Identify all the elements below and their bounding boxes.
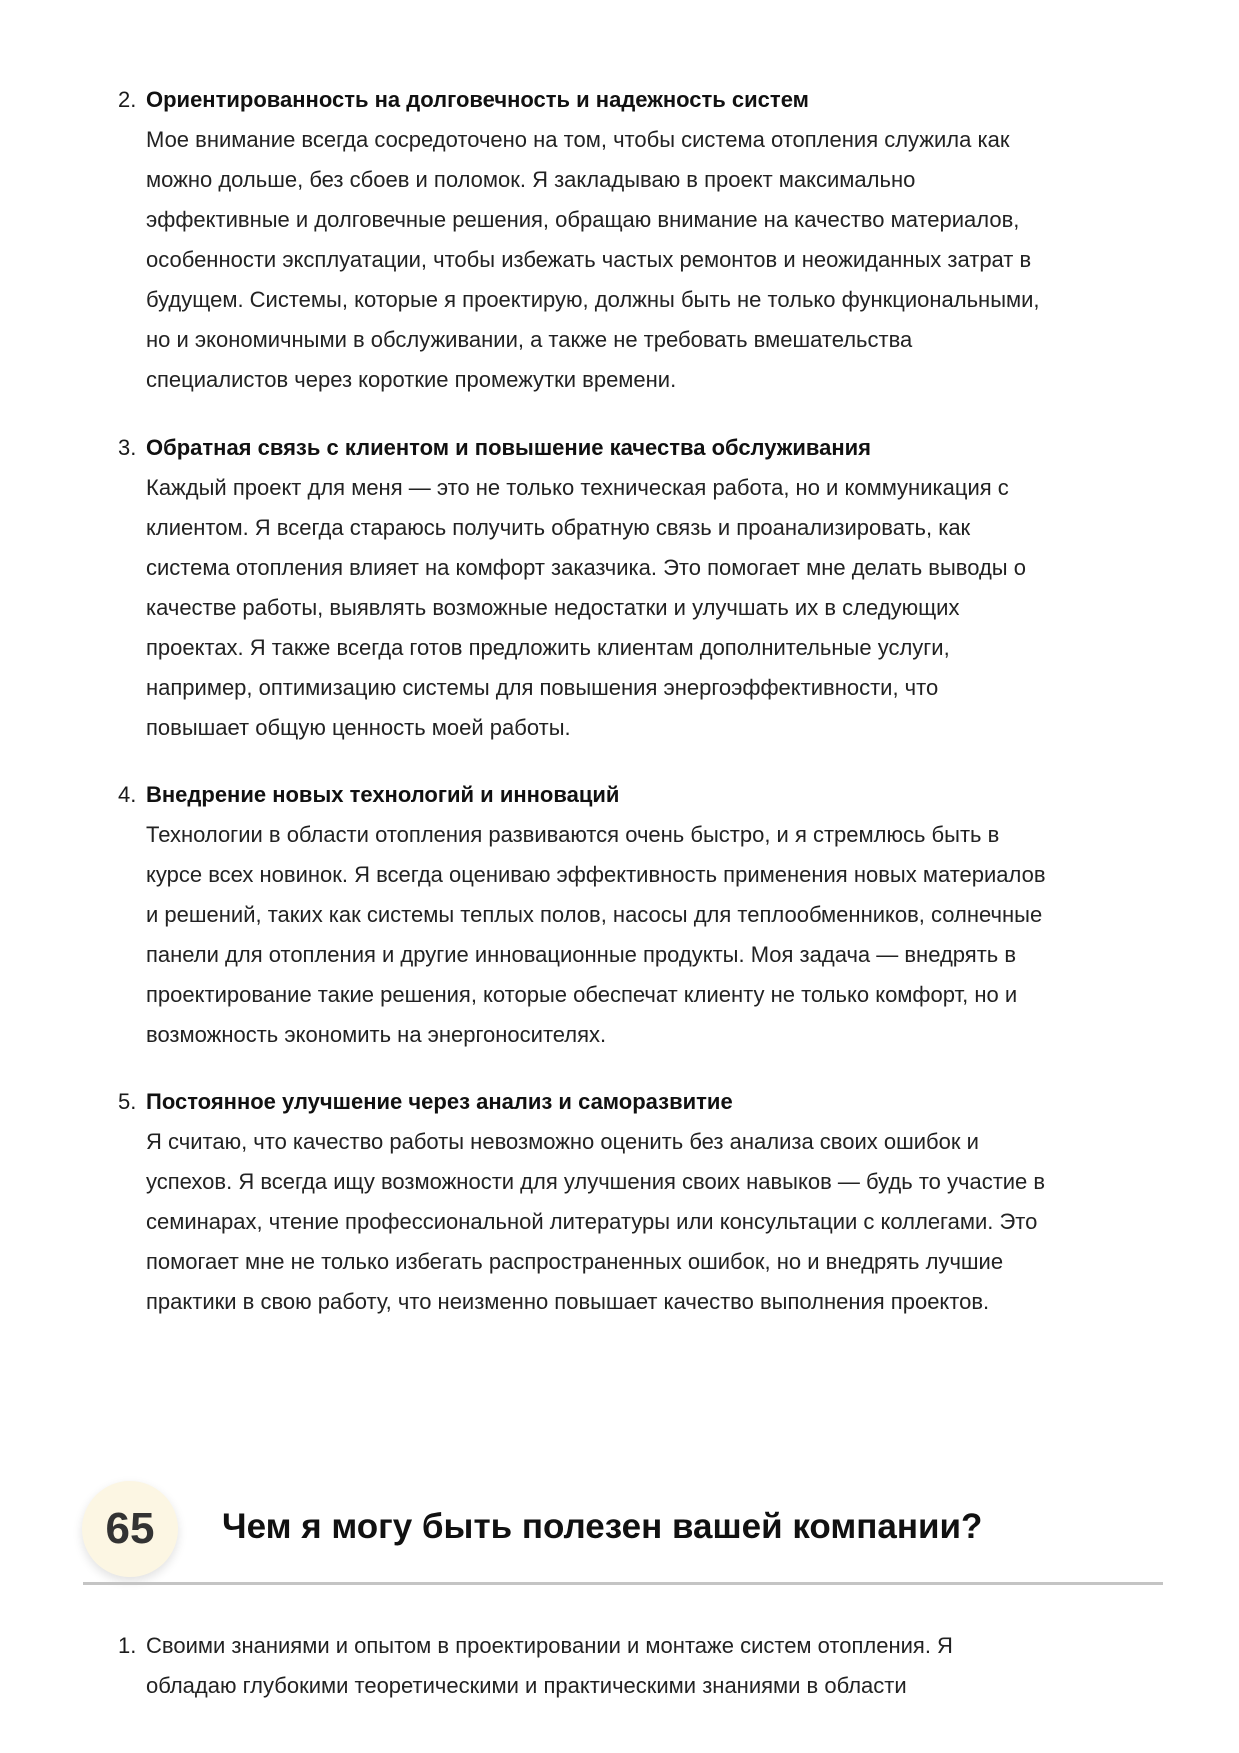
item-text-line: успехов. Я всегда ищу возможности для улучшения своих навыков — будь то участие в <box>146 1169 1046 1194</box>
item-text-line: семинарах, чтение профессиональной литературы или консультации с коллегами. Это <box>146 1209 1038 1234</box>
item-text-line: специалистов через короткие промежутки времени. <box>146 367 677 392</box>
list-item <box>118 428 1178 748</box>
section-divider <box>83 1582 1163 1585</box>
item-title: Внедрение новых технологий и инноваций <box>146 782 620 807</box>
item-text-line: можно дольше, без сбоев и поломок. Я закладываю в проект максимально <box>146 167 916 192</box>
item-text-line: практики в свою работу, что неизменно повышает качество выполнения проектов. <box>146 1289 990 1314</box>
item-text-line: будущем. Системы, которые я проектирую, должны быть не только функциональными, <box>146 287 1040 312</box>
list-item <box>118 80 1178 400</box>
item-text-line: обладаю глубокими теоретическими и практическими знаниями в области <box>146 1673 907 1698</box>
item-text-line: проектах. Я также всегда готов предложить клиентам дополнительные услуги, <box>146 635 950 660</box>
item-number: 4. <box>118 782 137 807</box>
item-text-line: например, оптимизацию системы для повышения энергоэффективности, что <box>146 675 939 700</box>
item-text-line: помогает мне не только избегать распространенных ошибок, но и внедрять лучшие <box>146 1249 1004 1274</box>
item-text-line: но и экономичными в обслуживании, а также не требовать вмешательства <box>146 327 913 352</box>
item-number: 3. <box>118 435 137 460</box>
item-number: 1. <box>118 1633 137 1658</box>
list-item <box>118 775 1178 1055</box>
item-title: Ориентированность на долговечность и надежность систем <box>146 87 809 112</box>
item-title: Обратная связь с клиентом и повышение качества обслуживания <box>146 435 871 460</box>
item-text-line: система отопления влияет на комфорт заказчика. Это помогает мне делать выводы о <box>146 555 1026 580</box>
item-text-line: курсе всех новинок. Я всегда оцениваю эффективность применения новых материалов <box>146 862 1046 887</box>
item-text-line: Своими знаниями и опытом в проектировании и монтаже систем отопления. Я <box>146 1633 953 1658</box>
item-number: 2. <box>118 87 137 112</box>
item-text-line: проектирование такие решения, которые обеспечат клиенту не только комфорт, но и <box>146 982 1018 1007</box>
list-item <box>118 1082 1178 1322</box>
section-number-badge <box>82 1481 178 1577</box>
item-number: 5. <box>118 1089 137 1114</box>
item-title: Постоянное улучшение через анализ и саморазвитие <box>146 1089 733 1114</box>
item-text-line: эффективные и долговечные решения, обращаю внимание на качество материалов, <box>146 207 1020 232</box>
item-text-line: Мое внимание всегда сосредоточено на том, чтобы система отопления служила как <box>146 127 1010 152</box>
section-number: 65 <box>105 1504 155 1553</box>
item-text-line: и решений, таких как системы теплых полов, насосы для теплообменников, солнечные <box>146 902 1043 927</box>
item-text-line: повышает общую ценность моей работы. <box>146 715 571 740</box>
item-text-line: особенности эксплуатации, чтобы избежать частых ремонтов и неожиданных затрат в <box>146 247 1032 272</box>
item-text-line: возможность экономить на энергоносителях. <box>146 1022 607 1047</box>
item-text-line: панели для отопления и другие инновационные продукты. Моя задача — внедрять в <box>146 942 1017 967</box>
item-text-line: Каждый проект для меня — это не только техническая работа, но и коммуникация с <box>146 475 1009 500</box>
item-text-line: Я считаю, что качество работы невозможно оценить без анализа своих ошибок и <box>146 1129 979 1154</box>
item-text-line: клиентом. Я всегда стараюсь получить обратную связь и проанализировать, как <box>146 515 971 540</box>
item-text-line: качестве работы, выявлять возможные недостатки и улучшать их в следующих <box>146 595 960 620</box>
section-title: Чем я могу быть полезен вашей компании? <box>222 1507 983 1546</box>
list-item <box>118 1626 1178 1706</box>
item-text-line: Технологии в области отопления развиваются очень быстро, и я стремлюсь быть в <box>146 822 1000 847</box>
